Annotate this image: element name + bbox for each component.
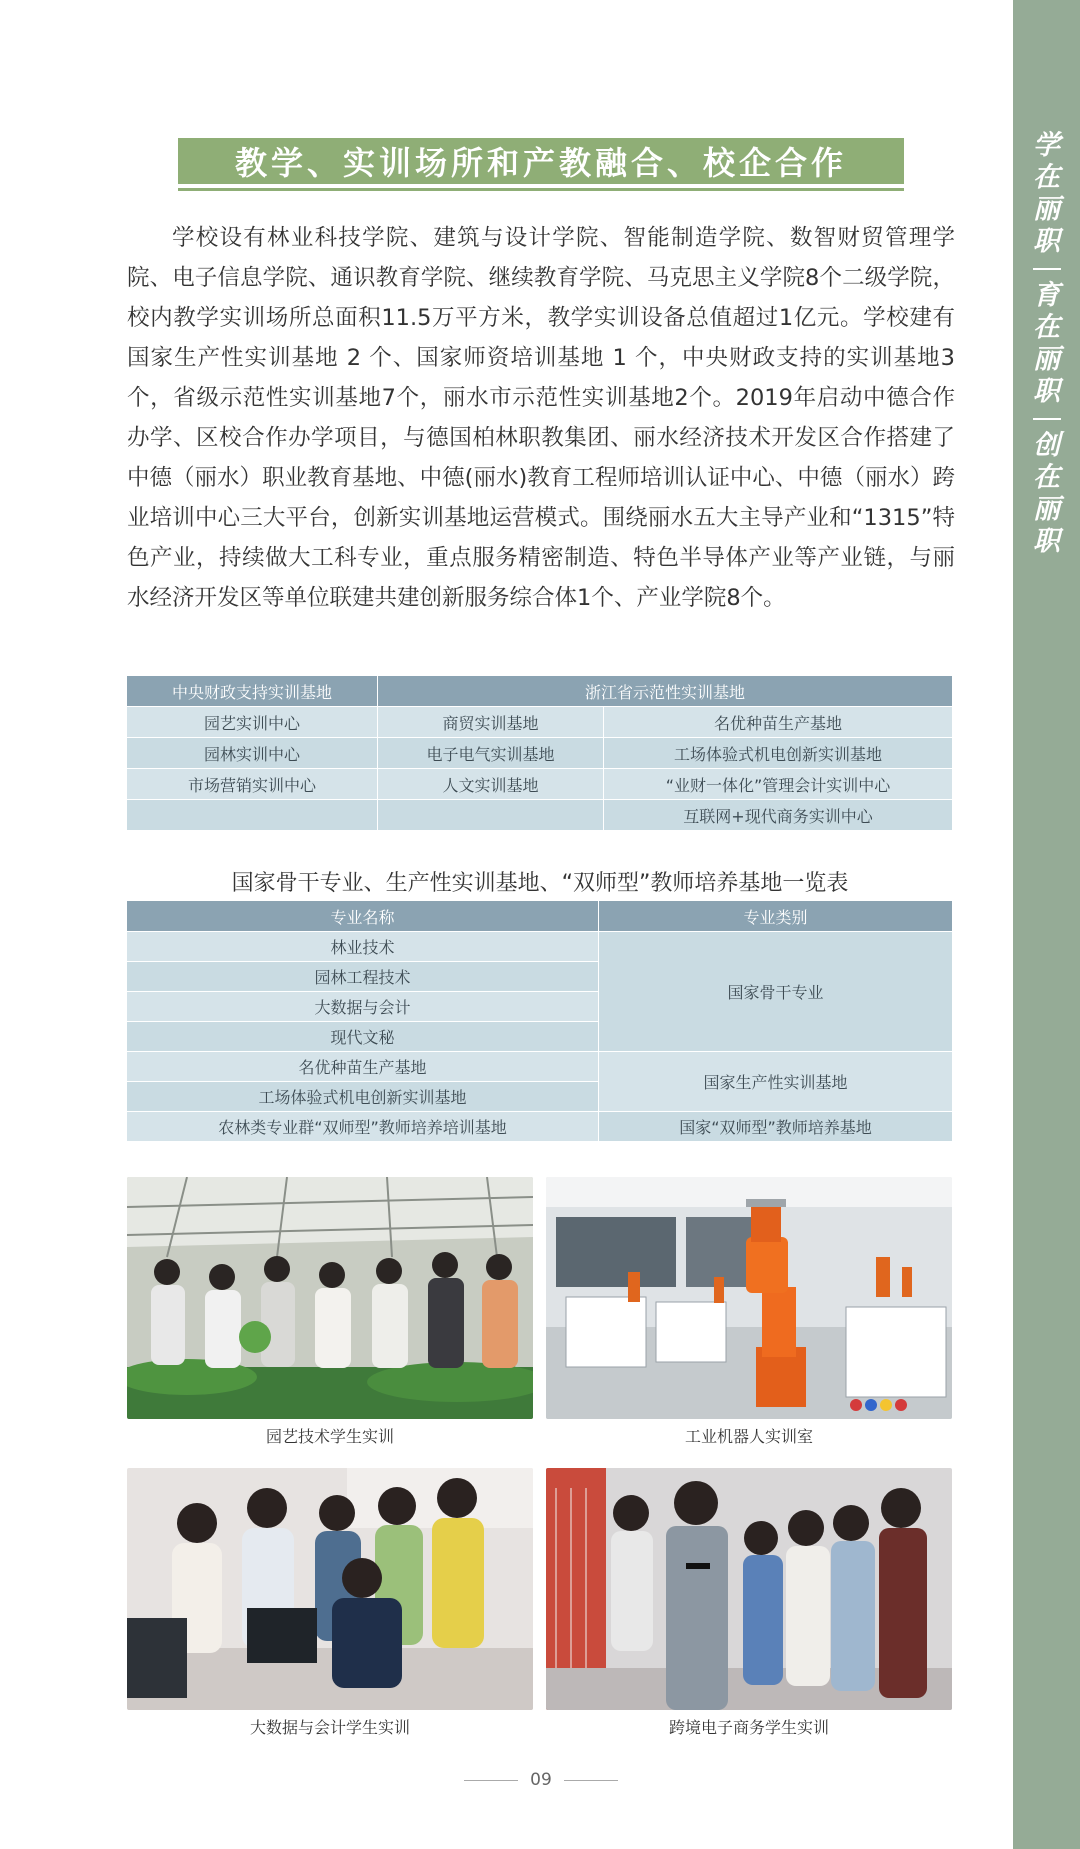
page-number-text: 09	[530, 1770, 552, 1790]
photo-caption: 园艺技术学生实训	[265, 1427, 394, 1446]
side-char: 丽	[1033, 194, 1060, 225]
table-row	[127, 1052, 953, 1082]
title-underline	[178, 188, 904, 191]
table-cell: 商贸实训基地	[378, 707, 604, 738]
side-char: 丽	[1033, 494, 1060, 525]
page-number	[456, 1770, 626, 1790]
table-cell: 人文实训基地	[378, 769, 604, 800]
side-char: 在	[1033, 462, 1060, 493]
photo-caption: 大数据与会计学生实训	[249, 1718, 410, 1737]
table-cell	[127, 800, 378, 831]
page-number-rule	[564, 1780, 618, 1781]
table-cell: 互联网+现代商务实训中心	[604, 800, 953, 831]
table-cell: 电子电气实训基地	[378, 738, 604, 769]
table-row	[127, 707, 953, 738]
table-cell: 工场体验式机电创新实训基地	[127, 1082, 599, 1112]
side-char: 丽	[1033, 344, 1060, 375]
table-row	[127, 769, 953, 800]
major-base-table	[127, 901, 953, 1142]
table2-caption: 国家骨干专业、生产性实训基地、“双师型”教师培养基地一览表	[231, 871, 849, 896]
table-cell: 农林类专业群“双师型”教师培养培训基地	[127, 1112, 599, 1142]
table-cell-type: 国家生产性实训基地	[599, 1052, 953, 1112]
table-row	[127, 1112, 953, 1142]
table-cell: 园林工程技术	[127, 962, 599, 992]
table-cell-type: 国家“双师型”教师培养基地	[599, 1112, 953, 1142]
table-header-name: 专业名称	[127, 901, 599, 932]
side-char: 职	[1033, 226, 1060, 257]
table-cell: 园林实训中心	[127, 738, 378, 769]
side-char: 育	[1033, 280, 1060, 311]
photo-robot-lab	[546, 1177, 952, 1419]
photo-caption: 跨境电子商务学生实训	[668, 1718, 829, 1737]
table-cell: 大数据与会计	[127, 992, 599, 1022]
side-banner	[1013, 0, 1080, 1849]
training-base-table	[127, 676, 953, 831]
side-char: 在	[1033, 162, 1060, 193]
table-cell: 园艺实训中心	[127, 707, 378, 738]
side-char: 职	[1033, 376, 1060, 407]
photo-ecommerce	[546, 1468, 952, 1710]
table-cell: 名优种苗生产基地	[604, 707, 953, 738]
side-divider	[1033, 418, 1061, 420]
table-cell: 名优种苗生产基地	[127, 1052, 599, 1082]
table-row	[127, 800, 953, 831]
table-cell: 工场体验式机电创新实训基地	[604, 738, 953, 769]
side-char: 职	[1033, 526, 1060, 557]
page-number-rule	[464, 1780, 518, 1781]
table-row	[127, 738, 953, 769]
table-cell: 现代文秘	[127, 1022, 599, 1052]
photo-accounting	[127, 1468, 533, 1710]
intro-paragraph: 学校设有林业科技学院、建筑与设计学院、智能制造学院、数智财贸管理学院、电子信息学院、通识教育学院、继续教育学院、马克思主义学院8个二级学院，校内教学实训场所总面积11.5万平方米，教学实训设备总值超过1亿元。学校建有国家生产性实训基地 2 个、国家师资培训基地 1 个，中央财政支持的实训基地3个，省级示范性实训基地7个，丽水市示范性实训基地2个。2019年启动中德合作办学、区校合作办学项目，与德国柏林职教集团、丽水经济技术开发区合作搭建了中德（丽水）职业教育基地、中德(丽水)教育工程师培训认证中心、中德（丽水）跨业培训中心三大平台，创新实训基地运营模式。围绕丽水五大主导产业和“1315”特色产业，持续做大工科专业，重点服务精密制造、特色半导体产业等产业链，与丽水经济开发区等单位联建共建创新服务综合体1个、产业学院8个。	[127, 225, 955, 611]
photo-caption: 工业机器人实训室	[684, 1427, 813, 1446]
table-header-province: 浙江省示范性实训基地	[378, 676, 953, 707]
side-divider	[1033, 268, 1061, 270]
side-char: 在	[1033, 312, 1060, 343]
table-cell	[378, 800, 604, 831]
table-cell: 林业技术	[127, 932, 599, 962]
photo-horticulture	[127, 1177, 533, 1419]
side-char: 创	[1033, 430, 1060, 461]
section-title: 教学、实训场所和产教融合、校企合作	[178, 138, 904, 184]
table-cell: “业财一体化”管理会计实训中心	[604, 769, 953, 800]
side-char: 学	[1033, 130, 1060, 161]
table-header-type: 专业类别	[599, 901, 953, 932]
table-header-central: 中央财政支持实训基地	[127, 676, 378, 707]
table-cell-type: 国家骨干专业	[599, 932, 953, 1052]
table-row	[127, 932, 953, 962]
section-header	[178, 138, 904, 191]
table-cell: 市场营销实训中心	[127, 769, 378, 800]
